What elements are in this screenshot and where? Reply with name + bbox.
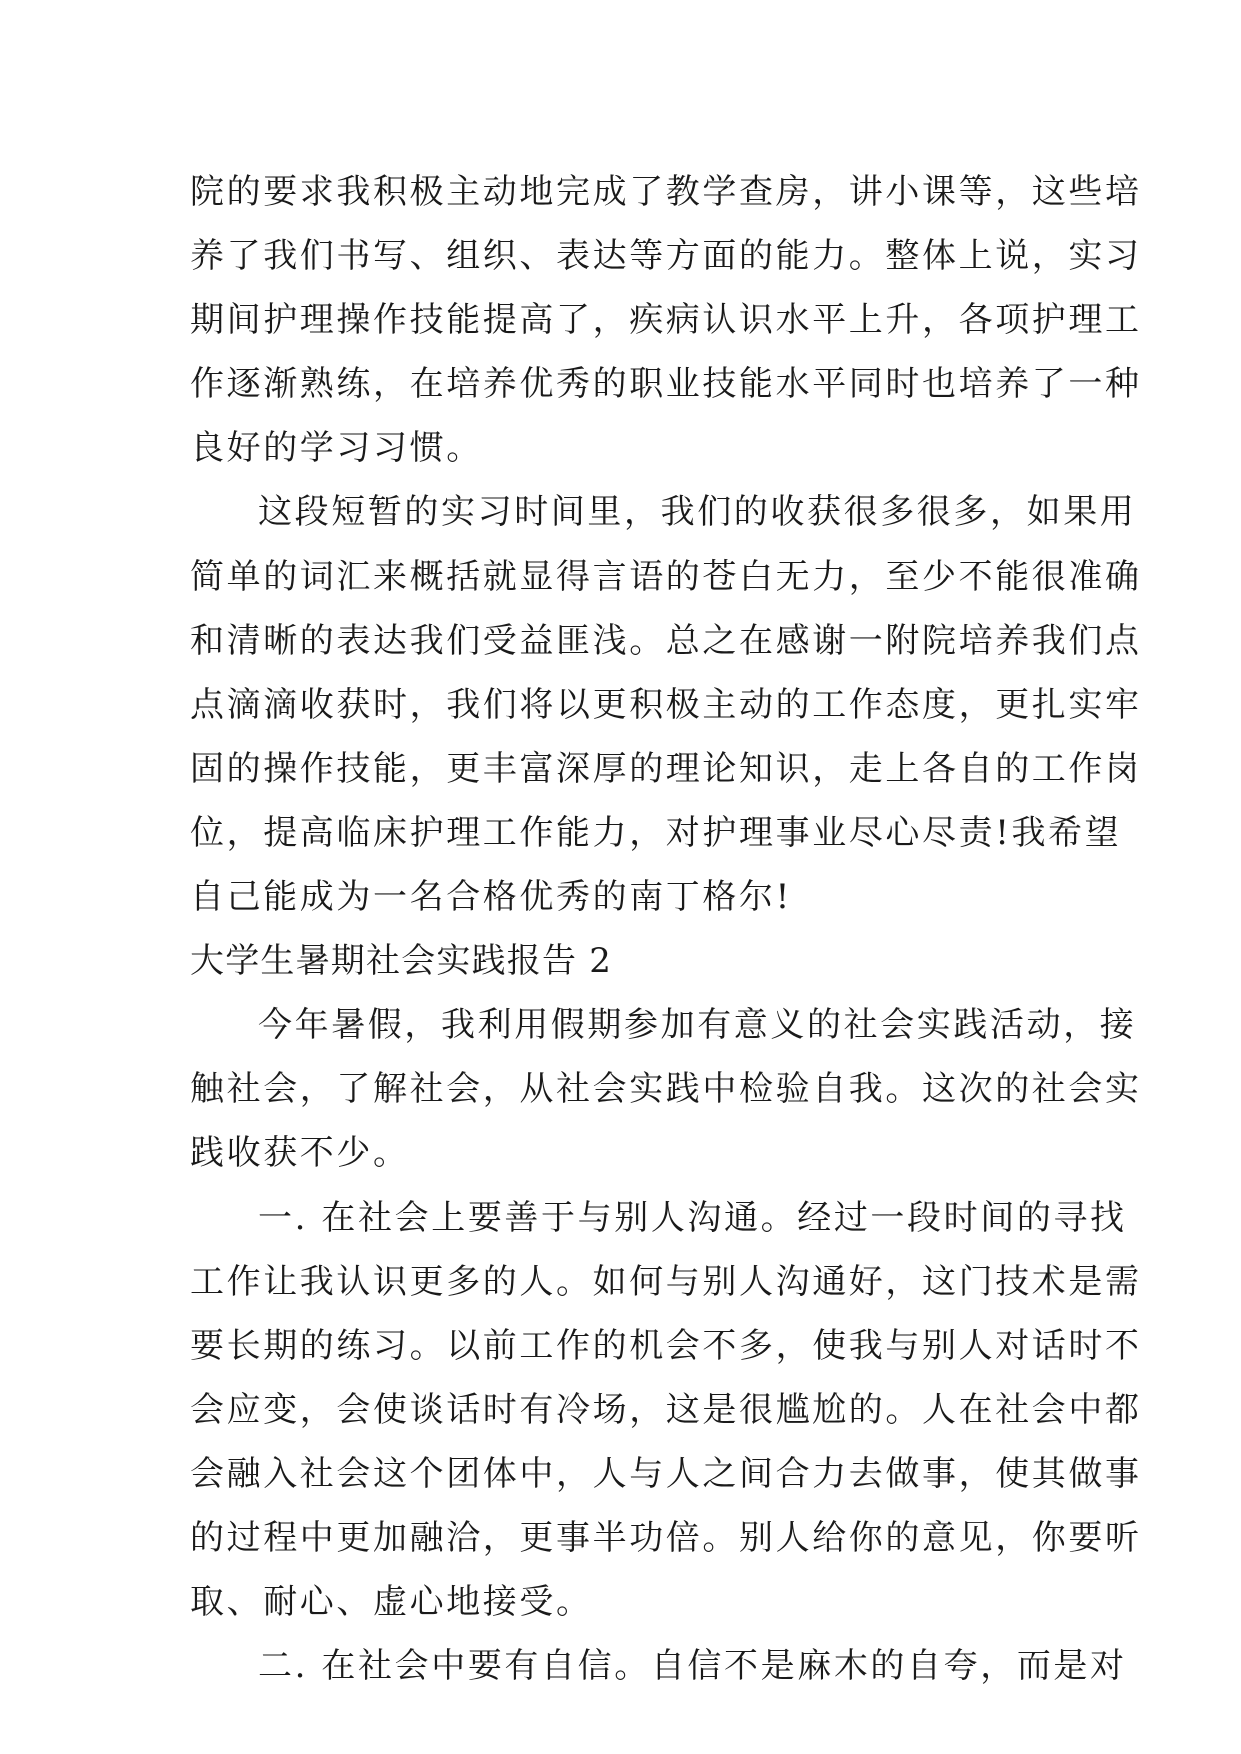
text-line: 点滴滴收获时，我们将以更积极主动的工作态度，更扎实牢 bbox=[190, 684, 1142, 725]
text-line: 的过程中更加融洽，更事半功倍。别人给你的意见，你要听 bbox=[190, 1517, 1142, 1558]
text-line: 位，提高临床护理工作能力，对护理事业尽心尽责!我希望 bbox=[190, 812, 1122, 853]
paragraph-first-line: 一. 在社会上要善于与别人沟通。经过一段时间的寻找 bbox=[258, 1197, 1127, 1238]
text-line: 固的操作技能，更丰富深厚的理论知识，走上各自的工作岗 bbox=[190, 748, 1142, 789]
text-line: 取、耐心、虚心地接受。 bbox=[190, 1582, 593, 1623]
section-heading: 大学生暑期社会实践报告 2 bbox=[190, 941, 613, 982]
text-line: 和清晰的表达我们受益匪浅。总之在感谢一附院培养我们点 bbox=[190, 620, 1142, 661]
text-line: 简单的词汇来概括就显得言语的苍白无力，至少不能很准确 bbox=[190, 556, 1142, 597]
document-body bbox=[190, 160, 1142, 1698]
text-line: 要长期的练习。以前工作的机会不多，使我与别人对话时不 bbox=[190, 1325, 1142, 1366]
text-line: 自己能成为一名合格优秀的南丁格尔! bbox=[190, 877, 792, 918]
text-line: 会融入社会这个团体中，人与人之间合力去做事，使其做事 bbox=[190, 1453, 1142, 1494]
text-line: 院的要求我积极主动地完成了教学查房，讲小课等，这些培 bbox=[190, 172, 1142, 212]
text-line: 工作让我认识更多的人。如何与别人沟通好，这门技术是需 bbox=[190, 1261, 1142, 1302]
text-line: 良好的学习习惯。 bbox=[190, 428, 483, 469]
text-line: 会应变，会使谈话时有冷场，这是很尴尬的。人在社会中都 bbox=[190, 1389, 1142, 1430]
text-line: 触社会，了解社会，从社会实践中检验自我。这次的社会实 bbox=[190, 1069, 1142, 1110]
paragraph-first-line: 这段短暂的实习时间里，我们的收获很多很多，如果用 bbox=[258, 492, 1137, 533]
paragraph-first-line: 二. 在社会中要有自信。自信不是麻木的自夸，而是对 bbox=[258, 1646, 1127, 1687]
text-line: 作逐渐熟练，在培养优秀的职业技能水平同时也培养了一种 bbox=[190, 364, 1142, 405]
text-line: 期间护理操作技能提高了，疾病认识水平上升，各项护理工 bbox=[190, 300, 1142, 341]
paragraph-first-line: 今年暑假，我利用假期参加有意义的社会实践活动，接 bbox=[258, 1005, 1137, 1046]
text-line: 养了我们书写、组织、表达等方面的能力。整体上说，实习 bbox=[190, 236, 1142, 277]
text-line: 践收获不少。 bbox=[190, 1133, 410, 1174]
